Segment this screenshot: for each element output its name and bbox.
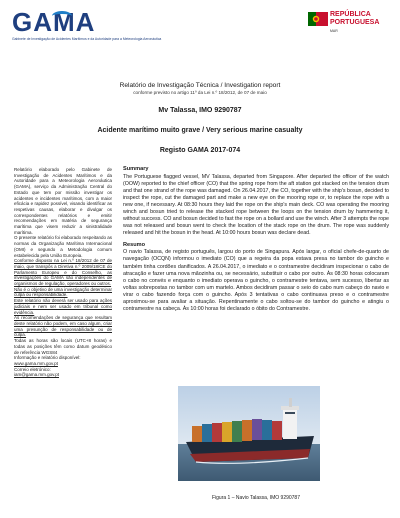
gama-swoosh-icon xyxy=(52,11,72,21)
sidebar-paragraph: Informação e relatório disponível: xyxy=(14,355,81,361)
sidebar-paragraph: As recomendações de segurança que resultam deste relatório não podem, em caso algum, criar uma presunção de responsabilidade ou de culpa. xyxy=(14,315,112,338)
resumo-text: O navio Talassa, de registo português, largou do porto de Singapura. Após largar, o oficial chefe-de-quarto de navegação (OCQN) informou o imediato (CO) que a regeira da popa estava presa no tambor do guincho e também tinha cordões danificados. A 26.04.2017, o imediato e o contramestre decidiram inspecionar o cabo de atracação e fazer uma nova mãozinha ou, se necessário, substituir o cabo por outro. Às 08:30 horas colocaram o cabo no convés e enquanto o imediato operava o guincho, o contramestre tentava, sem sucesso, libertar as voltas sobrepostas no tambor com um martelo. Ambos decidiram passar o seio do cabo num cabeço do navio e virar o cabo fazendo força com o guincho. Após 3 tentativas o cabo continuava preso e o contramestre aproximou-se para avaliar a situação. Repentinamente o cabo soltou-se do tambor do guincho e atingiu o contramestre na cabeça. Às 10:00 horas foi declarado o óbito do Contramestre. xyxy=(123,249,389,312)
summary-text: The Portuguese flagged vessel, MV Talassa, departed from Singapore. After departed the officer of the watch (OOW) reported to the chief officer (CO) that the spring rope from the aft station got stacked on the tension drum and that one strand of the rope was damaged. On 26.04.2017, the CO, together with the ship's bosun, decided to inspect the rope, cut the damaged part and make a new eye on the mooring rope or, to replace the rope with a new one, if necessary. At 08:30 hours they laid the rope on the ship's main deck. CO was operating the mooring winch and bosun tried to release the stacked rope between the loops on the tension drum by hammering it, without success. CO and bosun decided to fast the rope on a bollard and use the winch. After 3 attempts the rope was not released and bosun went to check the location of the stack rope on the drum. The rope was suddenly released and hit the bosun in the head. At 10:00 hours bosun was declare dead. xyxy=(123,173,389,236)
sidebar-paragraph: Todas as horas são locais (UTC+8 horas) e todas as posições têm como datum geodésico de referência WGS84 xyxy=(14,338,112,355)
sidebar-paragraph: Conforme disposto na Lei n.º 18/2012 de 07 de maio, que transpôs a Diretiva n.º 2009/18/CE do Parlamento Europeu e do Conselho, as investigações do GAMA são independentes de organismos de regulação, operadores ou outros. xyxy=(14,258,112,287)
sidebar-paragraph: O presente relatório foi elaborado respeitando as normas da Organização Marítima Internacional (OMI) e segundo a Metodologia comum estabelecida pela União Europeia. xyxy=(14,235,112,258)
gama-logo xyxy=(12,7,162,48)
registo-heading: Registo GAMA 2017-074 xyxy=(159,147,241,154)
ship-photo xyxy=(178,386,320,481)
gama-logo-text: GAMA xyxy=(12,7,96,37)
vessel-heading: Mv Talassa, IMO 9290787 xyxy=(158,107,242,114)
sidebar-notes xyxy=(14,167,112,378)
republica-portuguesa-sub: MAR xyxy=(330,29,338,33)
container-ship-illustration xyxy=(178,386,320,481)
accident-heading: Acidente marítimo muito grave / Very serious marine casualty xyxy=(97,127,303,134)
gama-subtitle: Gabinete de Investigação de Acidentes Marítimos e da Autoridade para a Meteorologia Aeronáutica xyxy=(12,37,162,41)
main-content xyxy=(123,166,389,318)
sidebar-paragraph: Não é o objetivo de uma investigação determinar culpa ou responsabilidade. xyxy=(14,286,112,298)
report-title-block xyxy=(0,82,400,96)
figure-caption: Figura 1 – Navio Talassa, IMO 9290787 xyxy=(211,495,300,501)
report-title: Relatório de Investigação Técnica / Investigation report xyxy=(119,82,281,89)
report-subtitle: conforme previsto no artigo 11º da Lei n.º 18/2012, de 07 de maio xyxy=(133,90,267,95)
summary-heading: Summary xyxy=(123,166,149,172)
sidebar-paragraph: Correio eletrónico: xyxy=(14,366,51,372)
republica-portuguesa-name: REPÚBLICA PORTUGUESA xyxy=(330,11,380,26)
email-link[interactable]: iam@gama.mm.gov.pt xyxy=(14,372,59,378)
portuguese-flag-icon xyxy=(308,12,328,26)
resumo-heading: Resumo xyxy=(123,241,146,248)
republica-portuguesa-logo xyxy=(308,10,390,46)
sidebar-paragraph: Relatório elaborado pelo Gabinete de Investigação de Acidentes Marítimos e da Autoridade para a Meteorologia Aeronáutica (GAMA), serviço da Administração Central do Estado que tem por missão investigar os acidentes e incidentes marítimos, com a maior eficácia e rapidez possível, visando identificar as respetivas causas, elaborar e divulgar os correspondentes relatórios e emitir recomendações em matéria de segurança marítima que visem reduzir a sinistralidade marítima. xyxy=(14,167,112,235)
website-link[interactable]: www.gama.mm.gov.pt xyxy=(14,360,58,366)
sidebar-paragraph: Este relatório não deverá ser usado para ações judiciais e nem ser usado em tribunal como evidência. xyxy=(14,298,112,315)
